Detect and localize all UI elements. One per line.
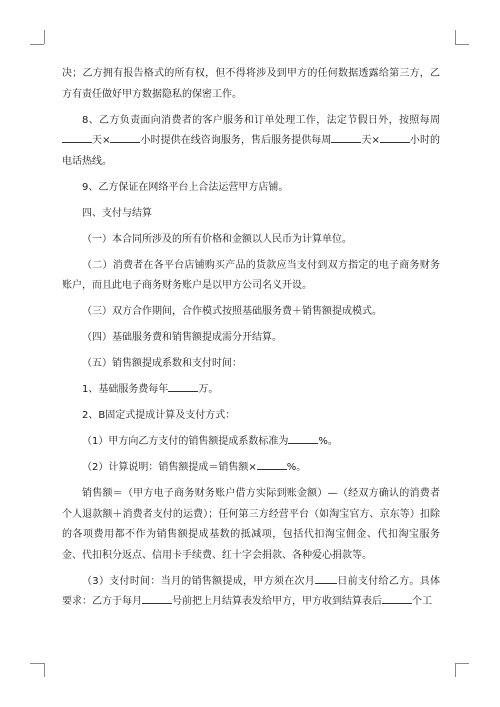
paragraph-data-privacy: 决；乙方拥有报告格式的所有权，但不得将涉及到甲方的任何数据透露给第三方，乙方有责任做好甲方数据隐私的保密工作。 [62,68,440,100]
blank-statement-day [142,592,172,604]
paragraph-fixed-commission: 2、B固定式提成计算及支付方式： [82,410,236,421]
text-segment: 万。 [198,384,219,395]
paragraph-commission-rate [62,432,440,453]
text-segment: （1）甲方向乙方支付的销售额提成系数标准为 [82,436,289,447]
blank-working-days [382,592,412,604]
blank-calculation-rate [257,458,287,470]
text-segment: （2）计算说明：销售额提成＝销售额× [82,462,257,473]
blank-hours-online [110,131,140,143]
text-segment: 8、乙方负责面向消费者的客户服务和订单处理工作，法定节假日外，按照每周 [82,114,440,126]
blank-payment-day [315,572,337,584]
blank-days-hotline [331,131,361,143]
paragraph-legal-operation: 9、乙方保证在网络平台上合法运营甲方店铺。 [82,181,289,193]
text-segment: %。 [286,462,307,473]
text-segment: 天× [92,135,111,146]
text-segment: %。 [318,436,338,447]
blank-hours-hotline [380,131,410,143]
paragraph-base-fee [62,380,440,401]
text-segment: 小时提供在线咨询服务，售后服务提供每周 [140,135,332,146]
blank-days-online [62,131,92,143]
text-segment: 日前支付给乙方。具体要求：乙方于每月 [62,575,440,607]
text-segment: 天× [361,135,380,146]
paragraph-commission-heading: （五）销售额提成系数和支付时间： [82,358,242,369]
blank-base-fee-amount [168,380,198,392]
text-segment: 1、基础服务费每年 [82,384,169,395]
paragraph-cooperation-mode: （三）双方合作期间，合作模式按照基础服务费＋销售额提成模式。 [82,306,382,317]
paragraph-payment-time [62,572,440,613]
paragraph-sales-definition: 销售额＝（甲方电子商务财务账户借方实际到账金额）—（经双方确认的消费者个人退款额＋消费者支付的运费）；任何第三方经营平台（如淘宝官方、京东等）扣除的各项费用都不作为销售额提成基数的抵减项，包括代扣淘宝佣金、代扣淘宝服务金、代扣积分返点、信用卡手续费、红十字会捐款、各种爱心捐款等。 [62,488,440,561]
paragraph-separate-settlement: （四）基础服务费和销售额提成需分开结算。 [82,332,282,343]
text-segment: 小时的电话热线。 [62,135,441,167]
document-body [62,64,440,618]
paragraph-calculation [62,458,440,479]
text-segment: 号前把上月结算表发给甲方，甲方收到结算表后 [172,596,382,607]
section-heading-payment: 四、支付与结算 [82,207,152,219]
paragraph-customer-service [62,111,440,173]
paragraph-payment-account: （二）消费者在各平台店铺购买产品的货款应当支付到双方指定的电子商务财务账户，而且此电子商务财务账户是以甲方公司名义开设。 [62,259,440,291]
text-segment: 个工 [412,596,432,607]
text-segment: （3）支付时间：当月的销售额提成，甲方须在次月 [82,575,316,587]
paragraph-currency: （一）本合同所涉及的所有价格和金额以人民币为计算单位。 [82,233,352,245]
blank-commission-rate [288,432,318,444]
